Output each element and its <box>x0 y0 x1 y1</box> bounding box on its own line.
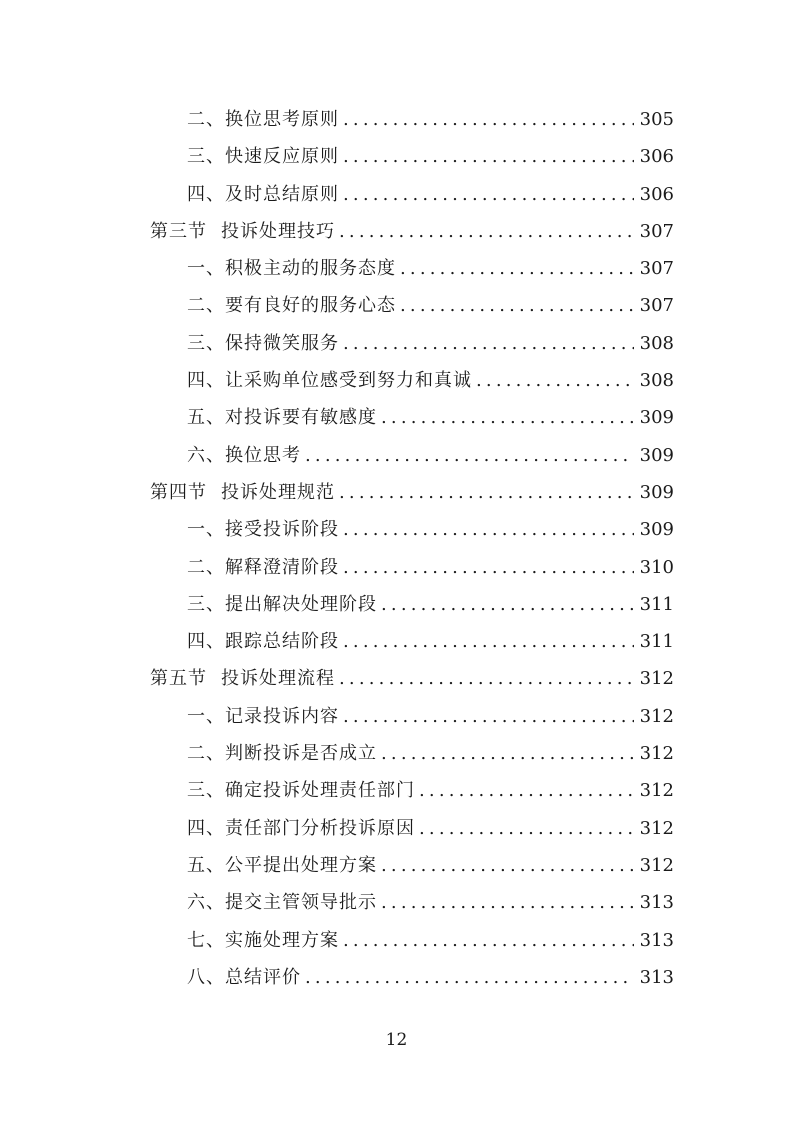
toc-title: 四、及时总结原则 <box>187 183 339 205</box>
toc-entry-row[interactable] <box>150 586 674 623</box>
toc-title <box>150 474 335 511</box>
toc-leader-dots <box>476 362 634 399</box>
toc-entry-row[interactable] <box>150 101 674 138</box>
toc-leader-dots <box>339 474 634 511</box>
toc-entry-row[interactable] <box>150 362 674 399</box>
toc-leader-dots <box>419 810 634 847</box>
toc-title: 五、公平提出处理方案 <box>187 854 377 876</box>
toc-section-title: 投诉处理技巧 <box>221 220 335 242</box>
toc-leader-dots <box>305 437 634 474</box>
toc-title: 六、换位思考 <box>187 444 301 466</box>
toc-page-number: 312 <box>639 854 674 876</box>
toc-leader-dots <box>305 959 634 996</box>
toc-section-number: 第四节 <box>150 481 207 503</box>
toc-page-number: 307 <box>639 258 674 280</box>
toc-title: 三、快速反应原则 <box>187 146 339 168</box>
toc-leader-dots <box>400 250 634 287</box>
toc-title: 一、积极主动的服务态度 <box>187 258 396 280</box>
toc-entry-row[interactable] <box>150 735 674 772</box>
toc-entry-row[interactable] <box>150 325 674 362</box>
toc-title: 三、确定投诉处理责任部门 <box>187 780 415 802</box>
toc-entry-row[interactable] <box>150 922 674 959</box>
toc-page-number: 309 <box>639 444 674 466</box>
toc-page-number: 313 <box>639 966 674 988</box>
toc-title <box>150 660 335 697</box>
toc-page-number: 309 <box>639 407 674 429</box>
toc-leader-dots <box>343 623 634 660</box>
toc-title: 五、对投诉要有敏感度 <box>187 407 377 429</box>
toc-entry-row[interactable] <box>150 772 674 809</box>
toc-entry-row[interactable] <box>150 287 674 324</box>
toc-page-number: 313 <box>639 892 674 914</box>
toc-entry-row[interactable] <box>150 884 674 921</box>
toc-title: 三、提出解决处理阶段 <box>187 593 377 615</box>
page-number: 12 <box>385 1030 408 1050</box>
toc-section-number: 第五节 <box>150 668 207 690</box>
toc-leader-dots <box>419 772 634 809</box>
toc-entry-row[interactable] <box>150 176 674 213</box>
toc-page-number: 309 <box>639 519 674 541</box>
toc-title: 三、保持微笑服务 <box>187 332 339 354</box>
toc-title: 四、责任部门分析投诉原因 <box>187 817 415 839</box>
toc-title: 二、换位思考原则 <box>187 109 339 130</box>
toc-leader-dots <box>381 735 634 772</box>
toc-page-number: 313 <box>639 929 674 951</box>
toc-entry-row[interactable] <box>150 549 674 586</box>
toc-leader-dots <box>343 511 634 548</box>
toc-leader-dots <box>343 138 634 175</box>
toc-title: 八、总结评价 <box>187 966 301 988</box>
toc-entry-row[interactable] <box>150 959 674 996</box>
toc-entry-row[interactable] <box>150 810 674 847</box>
toc-section-number: 第三节 <box>150 220 207 242</box>
toc-section-row[interactable] <box>150 213 674 250</box>
toc-leader-dots <box>339 213 634 250</box>
toc-page-number: 305 <box>639 109 674 130</box>
toc-leader-dots <box>343 176 634 213</box>
toc-entry-row[interactable] <box>150 138 674 175</box>
toc-leader-dots <box>343 549 634 586</box>
toc-page-number: 308 <box>639 370 674 392</box>
toc-section-row[interactable] <box>150 660 674 697</box>
toc-entry-row[interactable] <box>150 250 674 287</box>
toc-leader-dots <box>381 884 634 921</box>
toc-page-number: 312 <box>639 668 674 690</box>
toc-leader-dots <box>339 660 634 697</box>
toc-page-number: 312 <box>639 780 674 802</box>
toc-section-row[interactable] <box>150 474 674 511</box>
toc-leader-dots <box>381 399 634 436</box>
toc-page-number: 310 <box>639 556 674 578</box>
toc-title <box>150 213 335 250</box>
toc-leader-dots <box>343 101 634 138</box>
toc-leader-dots <box>343 698 634 735</box>
toc-title: 一、接受投诉阶段 <box>187 519 339 541</box>
toc-page-number: 312 <box>639 705 674 727</box>
toc-leader-dots <box>400 287 634 324</box>
toc-leader-dots <box>381 586 634 623</box>
table-of-contents <box>150 101 674 996</box>
toc-page-number: 309 <box>639 481 674 503</box>
toc-title: 四、跟踪总结阶段 <box>187 631 339 653</box>
toc-leader-dots <box>343 922 634 959</box>
toc-page-number: 307 <box>639 295 674 317</box>
toc-page-number: 311 <box>639 593 674 615</box>
toc-title: 二、解释澄清阶段 <box>187 556 339 578</box>
toc-entry-row[interactable] <box>150 437 674 474</box>
toc-entry-row[interactable] <box>150 847 674 884</box>
toc-title: 一、记录投诉内容 <box>187 705 339 727</box>
toc-page-number: 311 <box>639 631 674 653</box>
toc-section-title: 投诉处理规范 <box>221 481 335 503</box>
toc-page-number: 306 <box>639 183 674 205</box>
toc-entry-row[interactable] <box>150 623 674 660</box>
toc-title: 七、实施处理方案 <box>187 929 339 951</box>
toc-title: 六、提交主管领导批示 <box>187 892 377 914</box>
toc-page-number: 308 <box>639 332 674 354</box>
toc-leader-dots <box>381 847 634 884</box>
toc-title: 四、让采购单位感受到努力和真诚 <box>187 370 472 392</box>
toc-leader-dots <box>343 325 634 362</box>
toc-entry-row[interactable] <box>150 698 674 735</box>
toc-title: 二、判断投诉是否成立 <box>187 743 377 765</box>
toc-entry-row[interactable] <box>150 399 674 436</box>
toc-entry-row[interactable] <box>150 511 674 548</box>
toc-page-number: 306 <box>639 146 674 168</box>
toc-page-number: 312 <box>639 743 674 765</box>
toc-title: 二、要有良好的服务心态 <box>187 295 396 317</box>
toc-page-number: 312 <box>639 817 674 839</box>
toc-section-title: 投诉处理流程 <box>221 668 335 690</box>
toc-page-number: 307 <box>639 220 674 242</box>
